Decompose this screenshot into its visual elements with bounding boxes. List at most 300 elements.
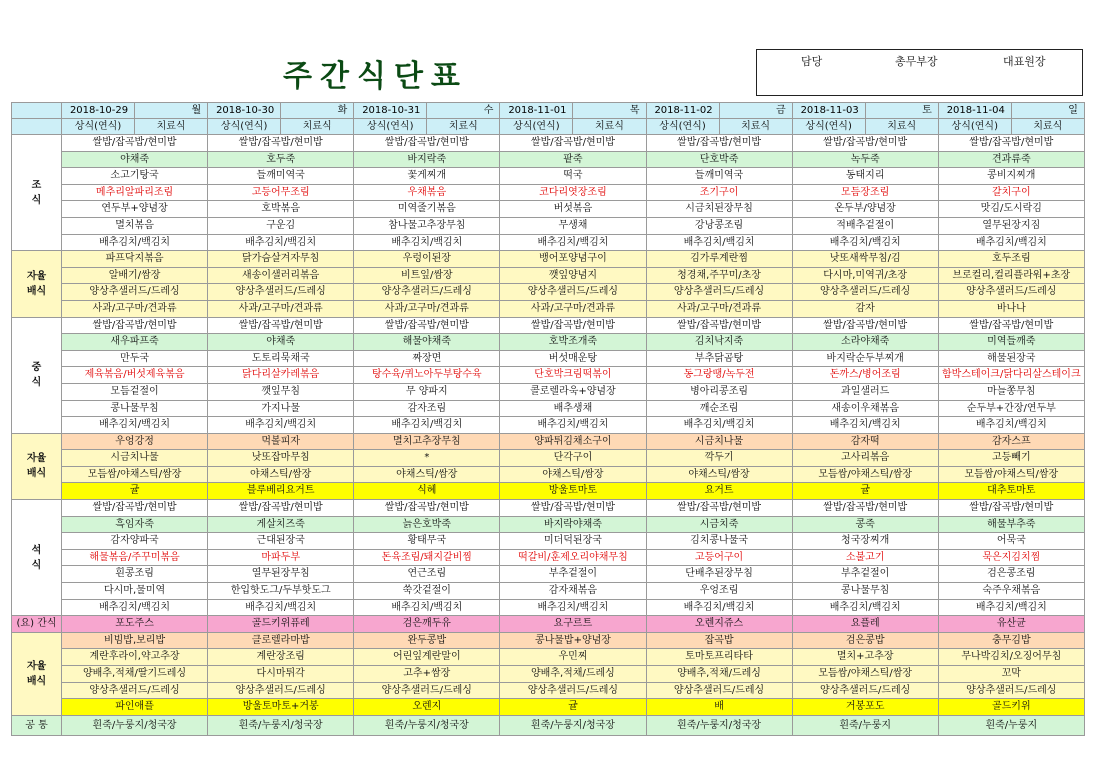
menu-cell: 묵은지김치찜	[938, 549, 1084, 566]
menu-cell: 호두죽	[208, 151, 354, 168]
menu-cell: 코다리엿장조림	[500, 184, 646, 201]
menu-cell: 소라야채죽	[792, 334, 938, 351]
menu-cell: 한입핫도그/두부핫도그	[208, 583, 354, 600]
menu-cell: 김치콩나물국	[646, 533, 792, 550]
menu-cell: 양상추샐러드/드레싱	[62, 284, 208, 301]
menu-cell: 감자양파국	[62, 533, 208, 550]
menu-cell: 어린잎계란말이	[354, 649, 500, 666]
menu-cell: 양상추샐러드/드레싱	[500, 284, 646, 301]
menu-cell: 강낭콩조림	[646, 217, 792, 234]
menu-cell: 토마토프리타타	[646, 649, 792, 666]
menu-cell: 감자떡	[792, 433, 938, 450]
menu-cell: 양배추,적채/드레싱	[500, 666, 646, 683]
menu-cell: 갈치구이	[938, 184, 1084, 201]
menu-cell: 청경채,주꾸미/초장	[646, 267, 792, 284]
menu-row	[12, 151, 1085, 168]
meal-section-label: 자율 배식	[12, 433, 62, 499]
menu-cell: 모듬쌈/야채스틱/쌈장	[792, 466, 938, 483]
menu-cell: 완두콩밥	[354, 632, 500, 649]
menu-cell: 열무된장무침	[208, 566, 354, 583]
menu-row	[12, 267, 1085, 284]
menu-cell: 야채스틱/쌈장	[646, 466, 792, 483]
menu-row	[12, 234, 1085, 251]
snack-cell: 골드키위퓨레	[208, 616, 354, 633]
menu-cell: 쌀밥/잡곡밥/현미밥	[938, 135, 1084, 152]
menu-cell: 소불고기	[792, 549, 938, 566]
menu-row	[12, 383, 1085, 400]
menu-cell: 거봉포도	[792, 699, 938, 716]
menu-cell: 계란후라이,약고추장	[62, 649, 208, 666]
menu-cell: 깻잎양념지	[500, 267, 646, 284]
menu-cell: 블루베리요거트	[208, 483, 354, 500]
menu-cell: 열무된장지짐	[938, 217, 1084, 234]
menu-cell: 녹두죽	[792, 151, 938, 168]
menu-row	[12, 549, 1085, 566]
weekday-cell: 화	[281, 103, 354, 119]
corner-cell	[12, 103, 62, 119]
weekly-menu-table	[11, 102, 1085, 736]
menu-cell: 깨순조림	[646, 400, 792, 417]
menu-cell: 콩나물무침	[792, 583, 938, 600]
meal-section-label: 석 식	[12, 500, 62, 616]
date-cell: 2018-10-29	[62, 103, 135, 119]
menu-cell: 쌀밥/잡곡밥/현미밥	[646, 135, 792, 152]
menu-row	[12, 201, 1085, 218]
menu-cell: 멸치+고추장	[792, 649, 938, 666]
menu-cell: 쌀밥/잡곡밥/현미밥	[500, 317, 646, 334]
menu-cell: 양상추샐러드/드레싱	[500, 682, 646, 699]
menu-cell: 콜로렐라욱+양념장	[500, 383, 646, 400]
snack-label: (요) 간식	[12, 616, 62, 633]
menu-cell: 양상추샐러드/드레싱	[646, 284, 792, 301]
menu-cell: 모듬쌈/야채스틱/쌈장	[792, 666, 938, 683]
menu-row	[12, 583, 1085, 600]
menu-cell: 먹볼피자	[208, 433, 354, 450]
menu-cell: 우렁이된장	[354, 251, 500, 268]
menu-row	[12, 184, 1085, 201]
menu-cell: *	[354, 450, 500, 467]
snack-row	[12, 616, 1085, 633]
menu-cell: 쌀밥/잡곡밥/현미밥	[938, 317, 1084, 334]
menu-cell: 브로컬리,컬리플라워+초장	[938, 267, 1084, 284]
menu-cell: 맛김/도시락김	[938, 201, 1084, 218]
menu-cell: 양상추샐러드/드레싱	[792, 284, 938, 301]
menu-cell: 쑥갓겉절이	[354, 583, 500, 600]
menu-cell: 고등어무조림	[208, 184, 354, 201]
approval-director: 대표원장	[1003, 55, 1046, 68]
menu-row	[12, 334, 1085, 351]
menu-cell: 해물된장국	[938, 350, 1084, 367]
therapy-diet-header: 치료식	[1011, 119, 1084, 135]
menu-cell: 다시마튀각	[208, 666, 354, 683]
common-cell: 흰죽/누룽지	[792, 715, 938, 735]
menu-cell: 참나물고추장무침	[354, 217, 500, 234]
common-label: 공 통	[12, 715, 62, 735]
menu-cell: 배추김치/백김치	[646, 599, 792, 616]
menu-cell: 야채죽	[62, 151, 208, 168]
menu-cell: 파프닥지볶음	[62, 251, 208, 268]
menu-cell: 감자조림	[354, 400, 500, 417]
menu-cell: 연근조림	[354, 566, 500, 583]
weekday-cell: 수	[427, 103, 500, 119]
menu-cell: 쌀밥/잡곡밥/현미밥	[354, 135, 500, 152]
menu-cell: 들깨미역국	[208, 168, 354, 185]
menu-cell: 콩나물무침	[62, 400, 208, 417]
corner-cell	[12, 119, 62, 135]
menu-cell: 김가루계란찜	[646, 251, 792, 268]
date-header-row	[12, 103, 1085, 119]
menu-row	[12, 632, 1085, 649]
regular-diet-header: 상식(연식)	[500, 119, 573, 135]
menu-cell: 배추김치/백김치	[646, 234, 792, 251]
menu-cell: 배추김치/백김치	[62, 234, 208, 251]
menu-row	[12, 284, 1085, 301]
menu-cell: 콩죽	[792, 516, 938, 533]
menu-cell: 시금치죽	[646, 516, 792, 533]
menu-row	[12, 599, 1085, 616]
menu-row	[12, 500, 1085, 517]
menu-cell: 청국장찌개	[792, 533, 938, 550]
menu-cell: 방울토마토	[500, 483, 646, 500]
menu-cell: 양상추샐러드/드레싱	[792, 682, 938, 699]
menu-cell: 모듬쌈/야채스틱/쌈장	[62, 466, 208, 483]
common-row	[12, 715, 1085, 735]
menu-cell: 적배추겉절이	[792, 217, 938, 234]
menu-row	[12, 251, 1085, 268]
menu-cell: 야채스틱/쌈장	[208, 466, 354, 483]
menu-cell: 꼬막	[938, 666, 1084, 683]
menu-cell: 짜장면	[354, 350, 500, 367]
menu-cell: 순두부+간장/연두부	[938, 400, 1084, 417]
menu-cell: 해물볶음/주꾸미볶음	[62, 549, 208, 566]
therapy-diet-header: 치료식	[427, 119, 500, 135]
menu-cell: 팥죽	[500, 151, 646, 168]
menu-cell: 부추겉절이	[792, 566, 938, 583]
menu-row	[12, 400, 1085, 417]
menu-cell: 쌀밥/잡곡밥/현미밥	[62, 317, 208, 334]
menu-cell: 검은콩밥	[792, 632, 938, 649]
menu-cell: 호박볶음	[208, 201, 354, 218]
weekday-cell: 목	[573, 103, 646, 119]
menu-cell: 콩비지찌개	[938, 168, 1084, 185]
menu-cell: 쌀밥/잡곡밥/현미밥	[792, 135, 938, 152]
menu-cell: 배추김치/백김치	[938, 417, 1084, 434]
menu-cell: 어묵국	[938, 533, 1084, 550]
menu-cell: 함박스테이크/닭다리살스테이크	[938, 367, 1084, 384]
menu-cell: 버섯볶음	[500, 201, 646, 218]
menu-cell: 연두부+양념장	[62, 201, 208, 218]
menu-cell: 부추닭곰탕	[646, 350, 792, 367]
regular-diet-header: 상식(연식)	[938, 119, 1011, 135]
menu-cell: 무생채	[500, 217, 646, 234]
menu-cell: 바나나	[938, 300, 1084, 317]
menu-cell: 미역들깨죽	[938, 334, 1084, 351]
menu-cell: 부추겉절이	[500, 566, 646, 583]
menu-cell: 양배추,적채/드레싱	[646, 666, 792, 683]
menu-cell: 식혜	[354, 483, 500, 500]
menu-cell: 배추김치/백김치	[208, 417, 354, 434]
menu-cell: 시금치나물	[62, 450, 208, 467]
menu-row	[12, 566, 1085, 583]
weekday-cell: 월	[135, 103, 208, 119]
menu-cell: 귤	[792, 483, 938, 500]
menu-cell: 낫또잡마무침	[208, 450, 354, 467]
menu-cell: 단배추된장무침	[646, 566, 792, 583]
menu-row	[12, 350, 1085, 367]
menu-cell: 호박조개죽	[500, 334, 646, 351]
menu-cell: 양상추샐러드/드레싱	[62, 682, 208, 699]
menu-cell: 고등빼기	[938, 450, 1084, 467]
menu-cell: 양상추샐러드/드레싱	[354, 284, 500, 301]
menu-cell: 우민찌	[500, 649, 646, 666]
menu-cell: 배추김치/백김치	[208, 599, 354, 616]
menu-cell: 배추김치/백김치	[208, 234, 354, 251]
therapy-diet-header: 치료식	[573, 119, 646, 135]
menu-cell: 쌀밥/잡곡밥/현미밥	[354, 500, 500, 517]
menu-cell: 양상추샐러드/드레싱	[208, 284, 354, 301]
therapy-diet-header: 치료식	[281, 119, 354, 135]
menu-cell: 배추김치/백김치	[792, 599, 938, 616]
menu-cell: 버섯매운탕	[500, 350, 646, 367]
menu-cell: 골드키위	[938, 699, 1084, 716]
menu-cell: 배추김치/백김치	[500, 234, 646, 251]
regular-diet-header: 상식(연식)	[208, 119, 281, 135]
menu-cell: 사과/고구마/견과류	[500, 300, 646, 317]
menu-cell: 다시마,물미역	[62, 583, 208, 600]
menu-cell: 가지나물	[208, 400, 354, 417]
menu-cell: 황태무국	[354, 533, 500, 550]
menu-cell: 메추리알파리조림	[62, 184, 208, 201]
regular-diet-header: 상식(연식)	[792, 119, 865, 135]
menu-cell: 콩나물밥+양념장	[500, 632, 646, 649]
menu-cell: 시금치나물	[646, 433, 792, 450]
menu-cell: 감자	[792, 300, 938, 317]
menu-cell: 단호박크림떡볶이	[500, 367, 646, 384]
menu-cell: 쌀밥/잡곡밥/현미밥	[646, 500, 792, 517]
page-title: 주간식단표	[283, 59, 468, 94]
meal-section-label: 조 식	[12, 135, 62, 251]
menu-row	[12, 682, 1085, 699]
menu-cell: 닭가슴살겨자무침	[208, 251, 354, 268]
menu-row	[12, 450, 1085, 467]
menu-row	[12, 168, 1085, 185]
menu-cell: 비빔밥,보리밥	[62, 632, 208, 649]
menu-cell: 모듬장조림	[792, 184, 938, 201]
menu-cell: 배	[646, 699, 792, 716]
menu-cell: 깻잎무침	[208, 383, 354, 400]
menu-cell: 다시마,미역귀/초장	[792, 267, 938, 284]
snack-cell: 오렌지쥬스	[646, 616, 792, 633]
menu-cell: 배추김치/백김치	[354, 417, 500, 434]
menu-cell: 양상추샐러드/드레싱	[938, 284, 1084, 301]
menu-cell: 야채스틱/쌈장	[354, 466, 500, 483]
snack-cell: 포도주스	[62, 616, 208, 633]
menu-cell: 쌀밥/잡곡밥/현미밥	[208, 500, 354, 517]
menu-cell: 새송이우채볶음	[792, 400, 938, 417]
menu-row	[12, 317, 1085, 334]
date-cell: 2018-11-04	[938, 103, 1011, 119]
menu-cell: 배추김치/백김치	[500, 417, 646, 434]
menu-cell: 늙은호박죽	[354, 516, 500, 533]
menu-cell: 사과/고구마/견과류	[354, 300, 500, 317]
menu-cell: 무 양파지	[354, 383, 500, 400]
approval-staff: 담당	[801, 55, 823, 68]
menu-cell: 양상추샐러드/드레싱	[208, 682, 354, 699]
menu-cell: 단각구이	[500, 450, 646, 467]
date-cell: 2018-10-30	[208, 103, 281, 119]
menu-cell: 쌀밥/잡곡밥/현미밥	[62, 500, 208, 517]
menu-cell: 검은콩조림	[938, 566, 1084, 583]
menu-cell: 바지락야채죽	[500, 516, 646, 533]
menu-cell: 배추김치/백김치	[354, 599, 500, 616]
menu-cell: 무나박김치/오징어무침	[938, 649, 1084, 666]
menu-cell: 야채스틱/쌈장	[500, 466, 646, 483]
menu-cell: 요거트	[646, 483, 792, 500]
menu-cell: 닭다리살카레볶음	[208, 367, 354, 384]
menu-cell: 쌀밥/잡곡밥/현미밥	[938, 500, 1084, 517]
menu-cell: 시금치된장무침	[646, 201, 792, 218]
menu-cell: 양파튀김채소구이	[500, 433, 646, 450]
common-cell: 흰죽/누룽지/청국장	[646, 715, 792, 735]
snack-cell: 검은깨두유	[354, 616, 500, 633]
menu-cell: 동그랑땡/녹두전	[646, 367, 792, 384]
common-cell: 흰죽/누룽지	[938, 715, 1084, 735]
menu-cell: 배추김치/백김치	[938, 234, 1084, 251]
menu-cell: 배추김치/백김치	[792, 417, 938, 434]
menu-cell: 떡갈비/훈제오리야채무침	[500, 549, 646, 566]
menu-cell: 김치낙지죽	[646, 334, 792, 351]
menu-cell: 미역줄기볶음	[354, 201, 500, 218]
menu-cell: 미더덕된장국	[500, 533, 646, 550]
menu-cell: 소고기탕국	[62, 168, 208, 185]
menu-row	[12, 649, 1085, 666]
menu-cell: 도토리묵채국	[208, 350, 354, 367]
menu-cell: 고등어구이	[646, 549, 792, 566]
menu-cell: 돈까스/병어조림	[792, 367, 938, 384]
menu-cell: 배추김치/백김치	[354, 234, 500, 251]
menu-cell: 제육볶음/버섯제육볶음	[62, 367, 208, 384]
menu-cell: 멸치고추장무침	[354, 433, 500, 450]
menu-cell: 잡곡밥	[646, 632, 792, 649]
menu-row	[12, 516, 1085, 533]
menu-cell: 바지락죽	[354, 151, 500, 168]
menu-cell: 쌀밥/잡곡밥/현미밥	[792, 317, 938, 334]
date-cell: 2018-11-02	[646, 103, 719, 119]
menu-cell: 대추토마토	[938, 483, 1084, 500]
menu-cell: 알배기/쌈장	[62, 267, 208, 284]
menu-cell: 배추김치/백김치	[62, 599, 208, 616]
menu-cell: 쌀밥/잡곡밥/현미밥	[208, 317, 354, 334]
menu-cell: 쌀밥/잡곡밥/현미밥	[354, 317, 500, 334]
menu-cell: 귤	[62, 483, 208, 500]
menu-row	[12, 367, 1085, 384]
menu-cell: 흑임자죽	[62, 516, 208, 533]
menu-cell: 귤	[500, 699, 646, 716]
menu-cell: 해물야채죽	[354, 334, 500, 351]
therapy-diet-header: 치료식	[719, 119, 792, 135]
menu-cell: 낫또새싹무침/김	[792, 251, 938, 268]
menu-cell: 온두부/양념장	[792, 201, 938, 218]
date-cell: 2018-11-01	[500, 103, 573, 119]
menu-cell: 호두조림	[938, 251, 1084, 268]
menu-cell: 배추생채	[500, 400, 646, 417]
menu-cell: 병아리콩조림	[646, 383, 792, 400]
menu-cell: 꽃게찌개	[354, 168, 500, 185]
menu-cell: 우엉강정	[62, 433, 208, 450]
menu-cell: 동태지리	[792, 168, 938, 185]
menu-cell: 쌀밥/잡곡밥/현미밥	[792, 500, 938, 517]
menu-cell: 야채죽	[208, 334, 354, 351]
approval-box	[756, 49, 1083, 96]
menu-row	[12, 483, 1085, 500]
menu-cell: 모듬쌈/야채스틱/쌈장	[938, 466, 1084, 483]
date-cell: 2018-10-31	[354, 103, 427, 119]
menu-cell: 배추김치/백김치	[646, 417, 792, 434]
regular-diet-header: 상식(연식)	[354, 119, 427, 135]
common-cell: 흰죽/누룽지/청국장	[354, 715, 500, 735]
menu-cell: 계란장조림	[208, 649, 354, 666]
menu-row	[12, 666, 1085, 683]
menu-cell: 돈육조림/돼지갈비찜	[354, 549, 500, 566]
weekday-cell: 토	[865, 103, 938, 119]
menu-row	[12, 699, 1085, 716]
diet-type-row	[12, 119, 1085, 135]
menu-cell: 우엉조림	[646, 583, 792, 600]
menu-cell: 비트잎/쌈장	[354, 267, 500, 284]
menu-cell: 양상추샐러드/드레싱	[646, 682, 792, 699]
menu-cell: 배추김치/백김치	[792, 234, 938, 251]
menu-cell: 양배추,적채/딸기드레싱	[62, 666, 208, 683]
menu-cell: 오렌지	[354, 699, 500, 716]
menu-cell: 뱅어포양념구이	[500, 251, 646, 268]
menu-cell: 클로렐라마밥	[208, 632, 354, 649]
menu-row	[12, 433, 1085, 450]
snack-cell: 요구르트	[500, 616, 646, 633]
common-cell: 흰죽/누룽지/청국장	[500, 715, 646, 735]
menu-cell: 쌀밥/잡곡밥/현미밥	[500, 500, 646, 517]
menu-cell: 깍두기	[646, 450, 792, 467]
menu-cell: 쌀밥/잡곡밥/현미밥	[646, 317, 792, 334]
menu-cell: 근대된장국	[208, 533, 354, 550]
menu-cell: 모듬겉절이	[62, 383, 208, 400]
menu-cell: 숙주우채볶음	[938, 583, 1084, 600]
snack-cell: 유산균	[938, 616, 1084, 633]
menu-cell: 새송이샐러리볶음	[208, 267, 354, 284]
meal-section-label: 자율 배식	[12, 632, 62, 715]
menu-cell: 배추김치/백김치	[500, 599, 646, 616]
menu-cell: 방울토마토+거봉	[208, 699, 354, 716]
menu-row	[12, 466, 1085, 483]
common-cell: 흰죽/누룽지/청국장	[62, 715, 208, 735]
approval-manager: 총무부장	[895, 55, 938, 68]
menu-cell: 들깨미역국	[646, 168, 792, 185]
menu-cell: 탕수육/퀴노아두부탕수육	[354, 367, 500, 384]
menu-cell: 바지락순두부찌개	[792, 350, 938, 367]
menu-cell: 양상추샐러드/드레싱	[938, 682, 1084, 699]
menu-cell: 마늘쫑무침	[938, 383, 1084, 400]
regular-diet-header: 상식(연식)	[62, 119, 135, 135]
menu-cell: 구운김	[208, 217, 354, 234]
menu-cell: 감자스프	[938, 433, 1084, 450]
therapy-diet-header: 치료식	[135, 119, 208, 135]
menu-cell: 견과류죽	[938, 151, 1084, 168]
menu-cell: 새우파프죽	[62, 334, 208, 351]
therapy-diet-header: 치료식	[865, 119, 938, 135]
menu-row	[12, 533, 1085, 550]
menu-cell: 만두국	[62, 350, 208, 367]
snack-cell: 요플레	[792, 616, 938, 633]
weekday-cell: 금	[719, 103, 792, 119]
